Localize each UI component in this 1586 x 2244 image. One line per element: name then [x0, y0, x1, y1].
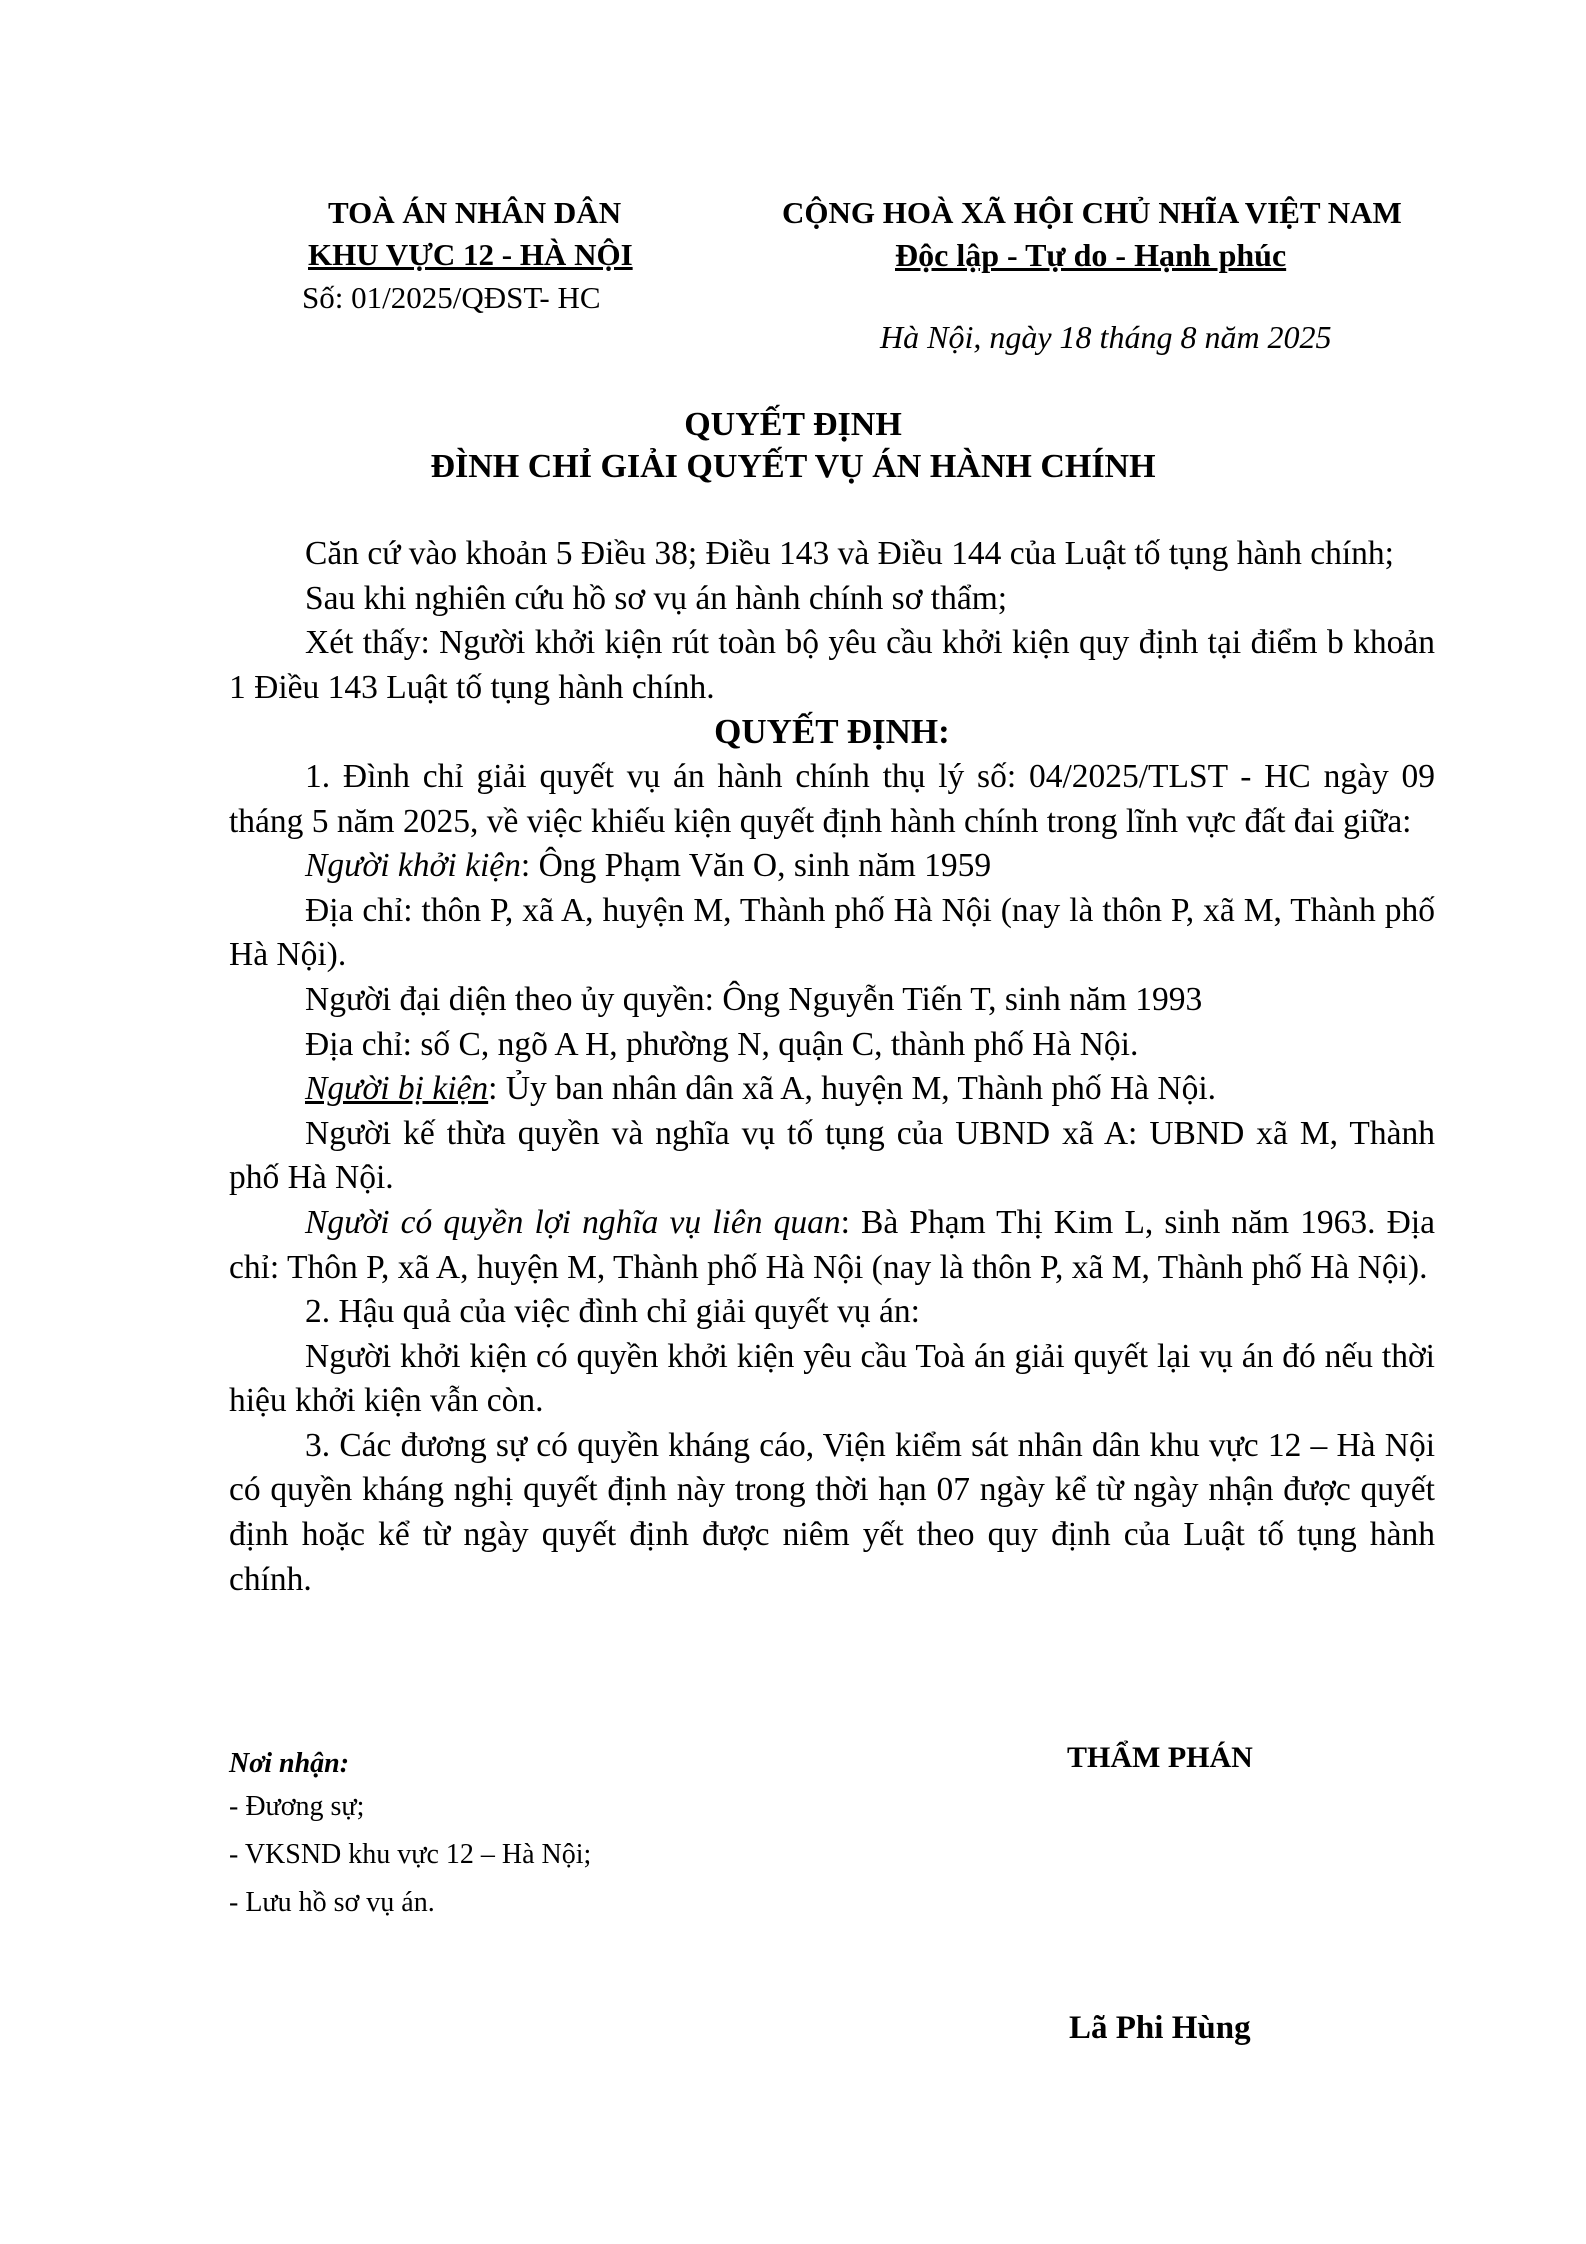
judge-title: THẨM PHÁN — [1067, 1741, 1253, 1774]
court-name: TOÀ ÁN NHÂN DÂN — [328, 195, 622, 230]
defendant-text: : Ủy ban nhân dân xã A, huyện M, Thành phố Hà Nội. — [488, 1070, 1217, 1108]
decision-number: Số: 01/2025/QĐST- HC — [302, 280, 601, 315]
decision-body — [229, 532, 1435, 1602]
decision-heading: QUYẾT ĐỊNH: — [714, 712, 950, 752]
national-motto: Độc lập - Tự do - Hạnh phúc — [895, 237, 1287, 273]
issue-date: Hà Nội, ngày 18 tháng 8 năm 2025 — [880, 319, 1332, 355]
successor: Người kế thừa quyền và nghĩa vụ tố tụng của UBND xã A: UBND xã M, Thành phố Hà Nội. — [229, 1114, 1435, 1197]
recipient-item: - Lưu hồ sơ vụ án. — [229, 1887, 435, 1918]
recipient-item: - Đương sự; — [229, 1791, 365, 1822]
document-subtitle: ĐÌNH CHỈ GIẢI QUYẾT VỤ ÁN HÀNH CHÍNH — [430, 448, 1156, 485]
decision-item-3: 3. Các đương sự có quyền kháng cáo, Viện kiểm sát nhân dân khu vực 12 – Hà Nội có quyền kháng nghị quyết định này trong thời hạn 07 ngày kể từ ngày nhận được quyết định hoặc kể từ ngày quyết định được niêm yết theo quy định của Luật tố tụng hành chính. — [229, 1426, 1435, 1598]
court-region: KHU VỰC 12 - HÀ NỘI — [308, 237, 633, 272]
national-title: CỘNG HOÀ XÃ HỘI CHỦ NHĨA VIỆT NAM — [782, 195, 1402, 230]
decision-item-2-text: Người khởi kiện có quyền khởi kiện yêu cầu Toà án giải quyết lại vụ án đó nếu thời hiệu khởi kiện vẫn còn. — [229, 1337, 1435, 1420]
recipients-label: Nơi nhận: — [229, 1748, 350, 1779]
related-text: : Bà Phạm Thị Kim L, sinh năm 1963. Địa chỉ: Thôn P, xã A, huyện M, Thành phố Hà Nội (nay là thôn P, xã M, Thành phố Hà Nội). — [229, 1203, 1435, 1286]
judge-name: Lã Phi Hùng — [1069, 2010, 1251, 2046]
related-label: Người có quyền lợi nghĩa vụ liên quan — [305, 1203, 841, 1241]
related-party — [229, 1201, 1435, 1290]
plaintiff-address: Địa chỉ: thôn P, xã A, huyện M, Thành phố Hà Nội (nay là thôn P, xã M, Thành phố Hà Nội). — [229, 891, 1435, 974]
plaintiff — [229, 844, 1435, 889]
decision-item-2: 2. Hậu quả của việc đình chỉ giải quyết vụ án: — [305, 1293, 920, 1331]
research-note: Sau khi nghiên cứu hồ sơ vụ án hành chính sơ thẩm; — [305, 579, 1008, 617]
decision-item-1: 1. Đình chỉ giải quyết vụ án hành chính thụ lý số: 04/2025/TLST - HC ngày 09 tháng 5 năm 2025, về việc khiếu kiện quyết định hành chính trong lĩnh vực đất đai giữa: — [229, 757, 1435, 840]
legal-basis: Căn cứ vào khoản 5 Điều 38; Điều 143 và Điều 144 của Luật tố tụng hành chính; — [305, 535, 1394, 572]
finding: Xét thấy: Người khởi kiện rút toàn bộ yêu cầu khởi kiện quy định tại điểm b khoản 1 Điều 143 Luật tố tụng hành chính. — [229, 624, 1435, 706]
defendant — [229, 1067, 1435, 1112]
defendant-label: Người bị kiện — [305, 1070, 489, 1108]
representative-address: Địa chỉ: số C, ngõ A H, phường N, quận C, thành phố Hà Nội. — [305, 1025, 1139, 1063]
plaintiff-label: Người khởi kiện — [305, 847, 521, 885]
document-title: QUYẾT ĐỊNH — [684, 406, 902, 443]
recipient-item: - VKSND khu vực 12 – Hà Nội; — [229, 1839, 592, 1870]
plaintiff-text: : Ông Phạm Văn O, sinh năm 1959 — [520, 847, 992, 885]
representative: Người đại diện theo ủy quyền: Ông Nguyễn Tiến T, sinh năm 1993 — [305, 980, 1203, 1018]
